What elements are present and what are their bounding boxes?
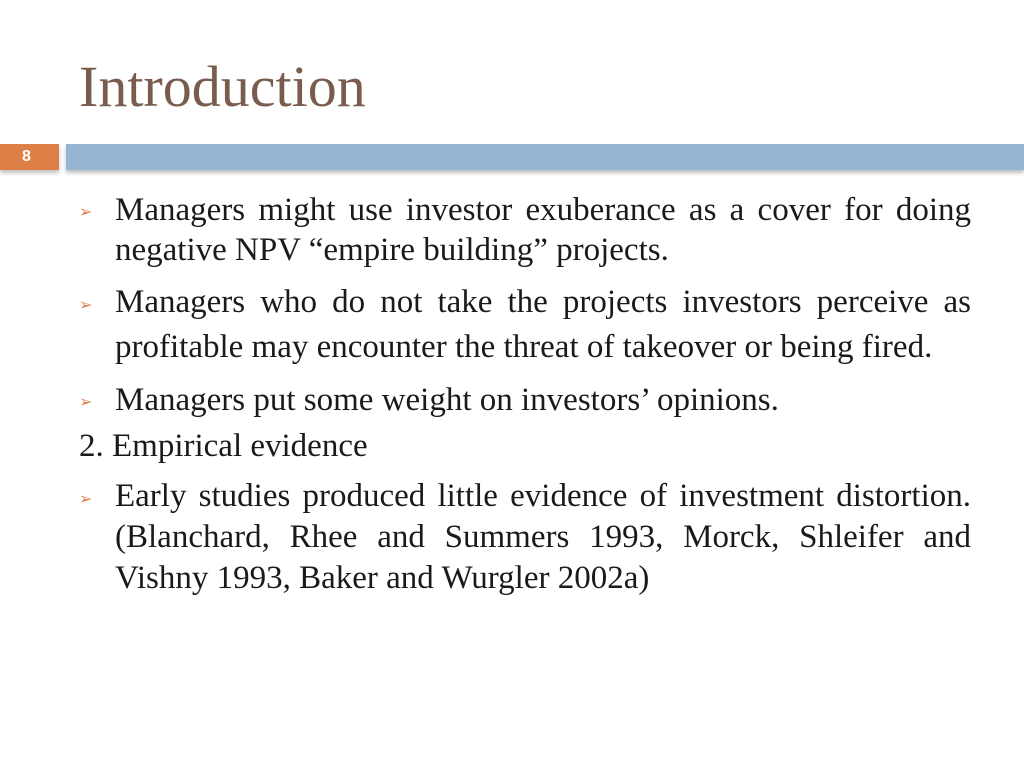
bullet-text: Managers who do not take the projects investors perceive as profitable may encounter the threat of takeover or being fired.	[115, 284, 971, 365]
bullet-text: Managers put some weight on investors’ opinions.	[115, 382, 779, 418]
bullet-text: Managers might use investor exuberance as a cover for doing negative NPV “empire building” projects.	[115, 192, 971, 268]
divider-blue-band	[66, 144, 1024, 170]
slide-number-badge: 8	[0, 144, 59, 170]
title-divider-bar	[0, 142, 1024, 172]
bullet-item	[79, 476, 971, 599]
arrow-bullet-icon: ➢	[79, 295, 93, 314]
bullet-item	[79, 380, 971, 420]
arrow-bullet-icon: ➢	[79, 202, 93, 221]
bullet-item	[79, 190, 971, 270]
slide-body	[79, 190, 971, 599]
bullet-item	[79, 280, 971, 370]
bullet-text: Early studies produced little evidence of investment distortion.(Blanchard, Rhee and Summers 1993, Morck, Shleifer and Vishny 1993, Baker and Wurgler 2002a)	[115, 478, 971, 596]
slide-title: Introduction	[79, 54, 366, 119]
arrow-bullet-icon: ➢	[79, 489, 93, 508]
section-heading: 2. Empirical evidence	[79, 428, 368, 464]
arrow-bullet-icon: ➢	[79, 392, 93, 411]
